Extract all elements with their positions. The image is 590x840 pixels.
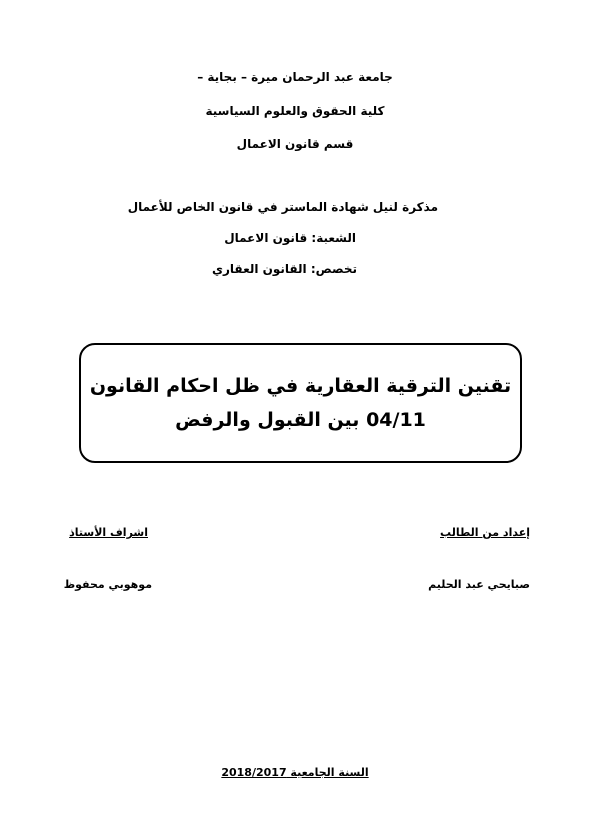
branch-label: الشعبة: قانون الاعمال [224,231,356,245]
faculty-name: كلية الحقوق والعلوم السياسية [205,104,385,118]
department-name: قسم قانون الاعمال [236,137,354,151]
university-name: جامعة عبد الرحمان ميرة – بجاية – [197,70,393,84]
degree-statement: مذكرة لنيل شهادة الماستر في قانون الخاص للأعمال [127,200,438,214]
supervisor-name: موهوبي محفوظ [63,578,152,591]
student-label: إعداد من الطالب [440,526,530,539]
thesis-title-line-2: 04/11 بين القبول والرفض [175,409,426,431]
thesis-title-box [79,343,522,463]
academic-year: السنة الجامعية 2018/2017 [221,766,369,779]
thesis-title-line-1: تقنين الترقية العقارية في ظل احكام القانون [89,375,512,397]
student-name: صبايحي عبد الحليم [428,578,530,591]
supervisor-label: اشراف الأستاذ [69,526,148,539]
specialty-label: تخصص: القانون العقاري [212,262,357,276]
